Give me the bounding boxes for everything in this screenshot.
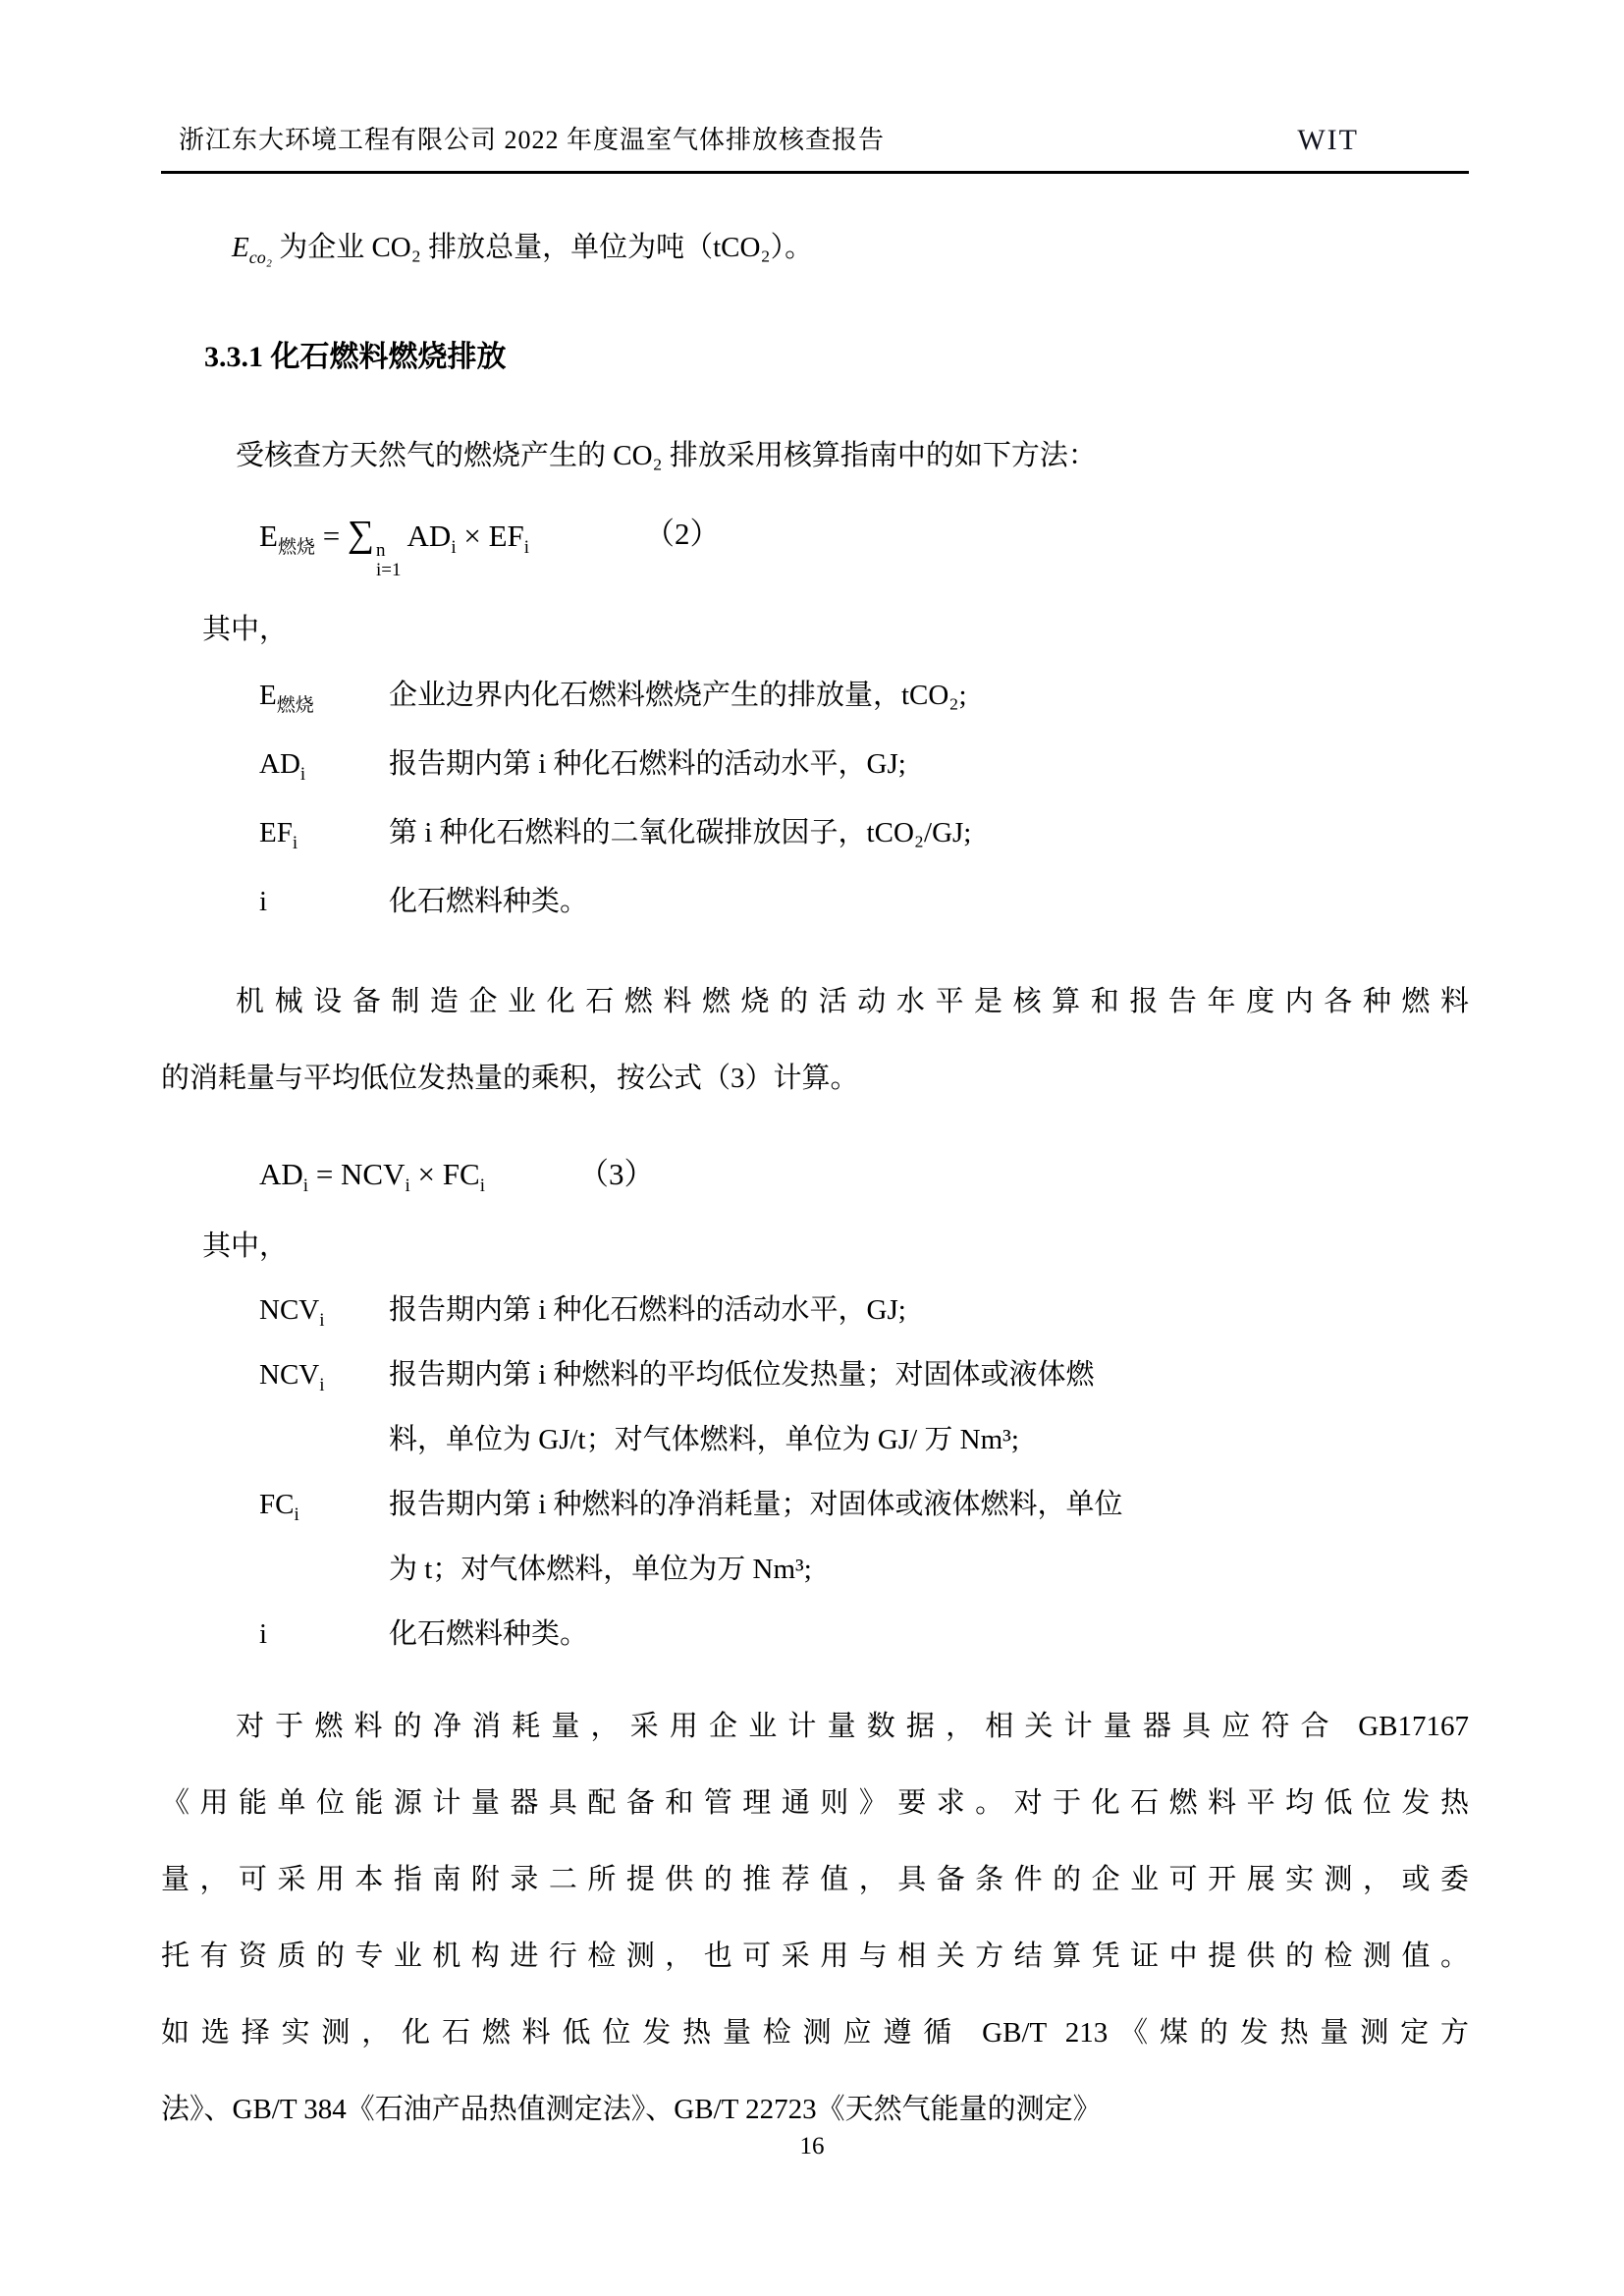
formula-2-term2-sub: i bbox=[523, 536, 530, 558]
term-base: NCV bbox=[259, 1293, 320, 1326]
activity-paragraph bbox=[161, 963, 1469, 1117]
formula-3-operator: × bbox=[417, 1156, 436, 1191]
header-logo: WIT bbox=[1297, 124, 1359, 156]
definition-desc bbox=[389, 1278, 1469, 1342]
formula-2-equals: = bbox=[322, 518, 341, 553]
term-base: E bbox=[259, 679, 277, 711]
term-sub: i bbox=[292, 832, 298, 853]
term-sub: i bbox=[319, 1374, 325, 1395]
definition-line: 报告期内第 i 种化石燃料的活动水平，GJ; bbox=[389, 1293, 906, 1326]
paragraph-line: 托有资质的专业机构进行检测，也可采用与相关方结算凭证中提供的检测值。 bbox=[161, 1940, 1469, 1972]
formula-3 bbox=[259, 1152, 1469, 1197]
where-label-2: 其中， bbox=[202, 1230, 289, 1262]
intro-text: 为企业 CO₂ 排放总量，单位为吨（tCO₂）。 bbox=[271, 232, 814, 263]
definition-line: 料，单位为 GJ/t；对气体燃料，单位为 GJ/ 万 Nm³; bbox=[389, 1423, 1019, 1455]
measurement-paragraph bbox=[161, 1688, 1469, 2148]
formula-3-number: （3） bbox=[578, 1156, 655, 1191]
paragraph-line: 的消耗量与平均低位发热量的乘积，按公式（3）计算。 bbox=[161, 1062, 859, 1094]
definition-desc bbox=[389, 1342, 1469, 1472]
term-base: NCV bbox=[259, 1358, 320, 1391]
term-sub: i bbox=[299, 763, 306, 785]
definition-line: 化石燃料种类。 bbox=[389, 1617, 589, 1650]
definition-row bbox=[161, 661, 1469, 730]
definition-term bbox=[259, 1278, 389, 1342]
definition-term bbox=[259, 1342, 389, 1472]
definition-row bbox=[161, 1278, 1469, 1342]
e-co2-symbol: E bbox=[232, 232, 249, 263]
header-title: 浙江东大环境工程有限公司 2022 年度温室气体排放核查报告 bbox=[179, 126, 886, 154]
paragraph-line: 量，可采用本指南附录二所提供的推荐值，具备条件的企业可开展实测，或委 bbox=[161, 1863, 1469, 1895]
sigma-symbol: ∑ bbox=[347, 513, 375, 555]
formula-3-lhs-sub: i bbox=[302, 1175, 309, 1196]
definition-list-2 bbox=[161, 1278, 1469, 1667]
definition-desc: 化石燃料种类。 bbox=[389, 885, 589, 917]
header-divider bbox=[161, 171, 1469, 174]
formula-2-lhs-sub: 燃烧 bbox=[277, 536, 315, 558]
definition-term bbox=[259, 1472, 389, 1602]
definition-row bbox=[161, 1342, 1469, 1472]
sigma-upper-limit: n bbox=[376, 539, 386, 561]
paragraph-line: 法》、GB/T 384《石油产品热值测定法》、GB/T 22723《天然气能量的测定》 bbox=[161, 2093, 1102, 2125]
formula-3-term1: NCV bbox=[341, 1156, 406, 1191]
definition-line: 报告期内第 i 种燃料的净消耗量；对固体或液体燃料，单位 bbox=[389, 1488, 1123, 1520]
paragraph-line: 机械设备制造企业化石燃料燃烧的活动水平是核算和报告年度内各种燃料 bbox=[236, 985, 1469, 1017]
definition-term bbox=[259, 661, 389, 730]
definition-desc bbox=[389, 1472, 1469, 1602]
sigma-limits bbox=[376, 541, 402, 580]
page-number: 16 bbox=[799, 2133, 825, 2159]
definition-desc: 企业边界内化石燃料燃烧产生的排放量，tCO₂; bbox=[389, 679, 967, 711]
term-base: AD bbox=[259, 747, 300, 780]
definition-term bbox=[259, 1602, 389, 1667]
term-sub: 燃烧 bbox=[276, 694, 314, 716]
paragraph-line: 对于燃料的净消耗量，采用企业计量数据，相关计量器具应符合 GB17167 bbox=[236, 1710, 1469, 1742]
term-base: EF bbox=[259, 816, 293, 848]
paragraph-line: 如选择实测，化石燃料低位发热量检测应遵循 GB/T 213《煤的发热量测定方 bbox=[161, 2016, 1469, 2049]
definition-list-1 bbox=[161, 661, 1469, 936]
formula-3-term1-sub: i bbox=[405, 1175, 410, 1196]
sigma-lower-limit: i=1 bbox=[376, 559, 402, 580]
page-header bbox=[161, 0, 1469, 157]
definition-row bbox=[161, 798, 1469, 867]
definition-line: 报告期内第 i 种燃料的平均低位发热量；对固体或液体燃 bbox=[389, 1358, 1095, 1391]
paragraph-line: 《用能单位能源计量器具配备和管理通则》要求。对于化石燃料平均低位发热 bbox=[161, 1786, 1469, 1819]
definition-row bbox=[161, 867, 1469, 936]
definition-term bbox=[259, 798, 389, 867]
term-sub: i bbox=[294, 1503, 299, 1525]
formula-2-term1-sub: i bbox=[451, 536, 457, 558]
definition-row bbox=[161, 1602, 1469, 1667]
formula-2-operator: × bbox=[463, 518, 481, 553]
formula-3-lhs: AD bbox=[259, 1156, 303, 1191]
intro-paragraph bbox=[161, 227, 1469, 278]
term-sub: i bbox=[319, 1309, 325, 1331]
formula-2-number: （2） bbox=[644, 516, 721, 551]
term-base: FC bbox=[259, 1488, 295, 1520]
definition-term bbox=[259, 867, 389, 936]
formula-2-term1: AD bbox=[406, 518, 452, 553]
formula-3-equals: = bbox=[315, 1156, 334, 1191]
definition-term bbox=[259, 730, 389, 798]
definition-line: 为 t；对气体燃料，单位为万 Nm³; bbox=[389, 1553, 812, 1585]
e-co2-subscript: co₂ bbox=[248, 246, 272, 267]
lead-paragraph: 受核查方天然气的燃烧产生的 CO₂ 排放采用核算指南中的如下方法： bbox=[236, 439, 1097, 471]
definition-desc: 报告期内第 i 种化石燃料的活动水平，GJ; bbox=[389, 747, 906, 780]
definition-desc bbox=[389, 1602, 1469, 1667]
formula-2 bbox=[259, 512, 1469, 580]
formula-3-term2: FC bbox=[442, 1156, 480, 1191]
section-heading: 3.3.1 化石燃料燃烧排放 bbox=[204, 340, 507, 373]
formula-2-lhs: E bbox=[259, 518, 278, 553]
formula-2-term2: EF bbox=[488, 518, 524, 553]
term-base: i bbox=[259, 885, 268, 917]
definition-row bbox=[161, 730, 1469, 798]
formula-3-term2-sub: i bbox=[479, 1175, 485, 1196]
term-base: i bbox=[259, 1617, 268, 1650]
where-label-1: 其中， bbox=[202, 613, 289, 645]
definition-row bbox=[161, 1472, 1469, 1602]
definition-desc: 第 i 种化石燃料的二氧化碳排放因子，tCO₂/GJ; bbox=[389, 816, 972, 848]
